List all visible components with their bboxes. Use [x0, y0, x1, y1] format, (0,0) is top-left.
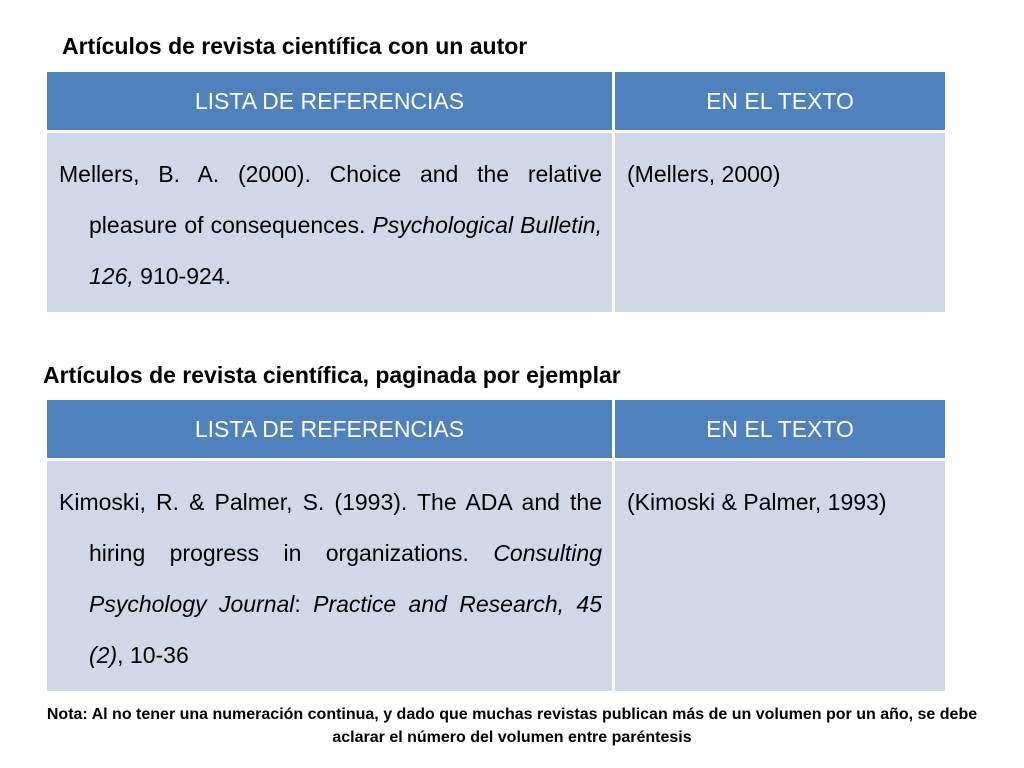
reference-pages: , 10-36: [117, 642, 189, 668]
citation-cell: [615, 461, 945, 691]
reference-table-one-author: [47, 72, 945, 312]
citation-cell: [615, 133, 945, 312]
footnote: Nota: Al no tener una numeración continua, y dado que muchas revistas publican más de un volumen por un año, se debe aclarar el número del volumen entre paréntesis: [46, 706, 978, 746]
header-references: LISTA DE REFERENCIAS: [47, 400, 615, 461]
reference-journal: Psychological Bulletin, 126,: [89, 212, 602, 289]
in-text-citation: (Mellers, 2000): [627, 161, 781, 187]
header-references: LISTA DE REFERENCIAS: [47, 72, 615, 133]
section-title-one-author: Artículos de revista científica con un autor: [62, 33, 528, 59]
table-header-row: [47, 72, 945, 133]
reference-authors: Mellers, B. A. (2000). Choice and the relative pleasure of consequences.: [59, 161, 602, 238]
reference-journal-name: Consulting Psychology Journal: [89, 540, 602, 617]
header-in-text: EN EL TEXTO: [615, 400, 945, 461]
reference-entry: [47, 461, 612, 691]
in-text-citation: (Kimoski & Palmer, 1993): [627, 489, 887, 515]
reference-entry: [47, 133, 612, 312]
reference-journal-subtitle: Practice and Research, 45 (2): [89, 591, 602, 668]
header-in-text: EN EL TEXTO: [615, 72, 945, 133]
reference-table-paginated: [47, 400, 945, 691]
section-title-paginated: Artículos de revista científica, paginada por ejemplar: [43, 362, 621, 388]
reference-cell: [47, 461, 615, 691]
table-row: [47, 133, 945, 312]
reference-cell: [47, 133, 615, 312]
reference-authors: Kimoski, R. & Palmer, S. (1993). The ADA and the hiring progress in organizations.: [59, 489, 602, 566]
reference-pages: 910-924.: [133, 263, 231, 289]
table-row: [47, 461, 945, 691]
table-header-row: [47, 400, 945, 461]
reference-separator: :: [294, 591, 314, 617]
